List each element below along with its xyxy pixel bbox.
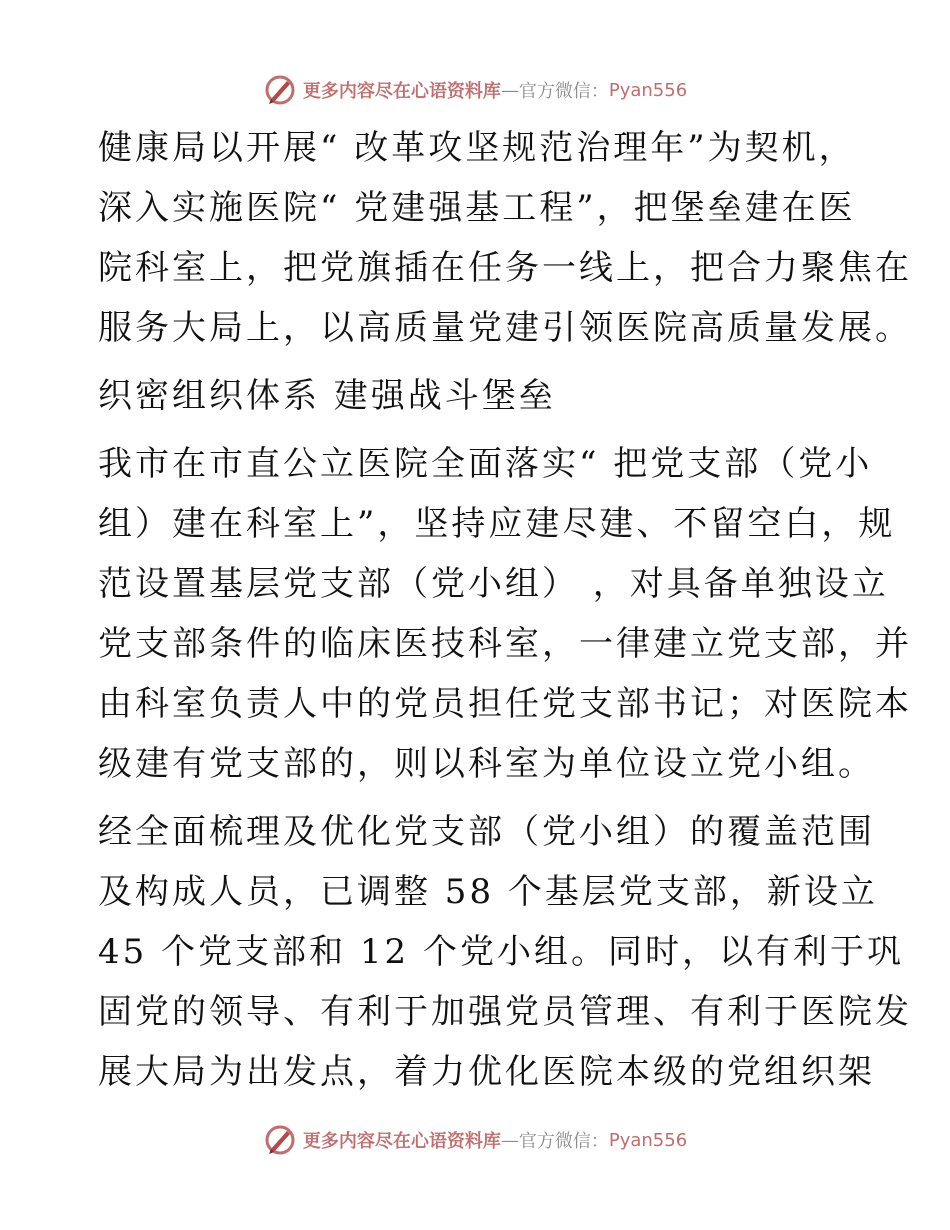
text-line: 由科室负责人中的党员担任党支部书记；对医院本 — [98, 684, 912, 724]
text-line: 级建有党支部的，则以科室为单位设立党小组。 — [98, 744, 875, 784]
text-line: 经全面梳理及优化党支部（党小组）的覆盖范围 — [98, 812, 875, 852]
watermark-header — [0, 70, 950, 110]
text-line: 健康局以开展“ 改革攻坚规范治理年”为契机， — [98, 128, 856, 168]
paragraph-intro — [98, 118, 912, 358]
text-line: 固党的领导、有利于加强党员管理、有利于医院发 — [98, 992, 912, 1032]
watermark-wechat-id: Pyan556 — [608, 79, 688, 101]
text-line: 及构成人员，已调整 58 个基层党支部，新设立 — [98, 872, 878, 912]
watermark-wechat-id: Pyan556 — [608, 1129, 688, 1151]
text-line: 展大局为出发点，着力优化医院本级的党组织架 — [98, 1052, 875, 1092]
text-line: 我市在市直公立医院全面落实“ 把党支部（党小 — [98, 444, 873, 484]
watermark-title: 更多内容尽在心语资料库 — [302, 81, 501, 102]
text-line: 45 个党支部和 12 个党小组。同时，以有利于巩 — [98, 932, 904, 972]
watermark-label: 官方微信： — [518, 81, 609, 102]
watermark-footer — [0, 1120, 950, 1160]
watermark-dash: — — [500, 1129, 519, 1151]
text-line: 组）建在科室上”，坚持应建尽建、不留空白，规 — [98, 504, 896, 544]
pen-logo-icon — [263, 73, 297, 107]
paragraph-adjustment — [98, 802, 912, 1102]
text-line: 深入实施医院“ 党建强基工程”，把堡垒建在医 — [98, 188, 856, 228]
text-line: 范设置基层党支部（党小组） ，对具备单独设立 — [98, 564, 889, 604]
watermark-dash: — — [500, 79, 519, 101]
text-line: 党支部条件的临床医技科室，一律建立党支部，并 — [98, 624, 912, 664]
text-line: 院科室上，把党旗插在任务一线上，把合力聚焦在 — [98, 248, 912, 288]
section-heading — [98, 366, 858, 426]
document-body — [98, 118, 912, 1102]
pen-logo-icon — [263, 1123, 297, 1157]
heading-line: 织密组织体系 建强战斗堡垒 — [98, 376, 556, 416]
text-line: 服务大局上，以高质量党建引领医院高质量发展。 — [98, 308, 912, 348]
watermark-title: 更多内容尽在心语资料库 — [302, 1131, 501, 1152]
watermark-label: 官方微信： — [518, 1131, 609, 1152]
paragraph-organization — [98, 434, 912, 794]
